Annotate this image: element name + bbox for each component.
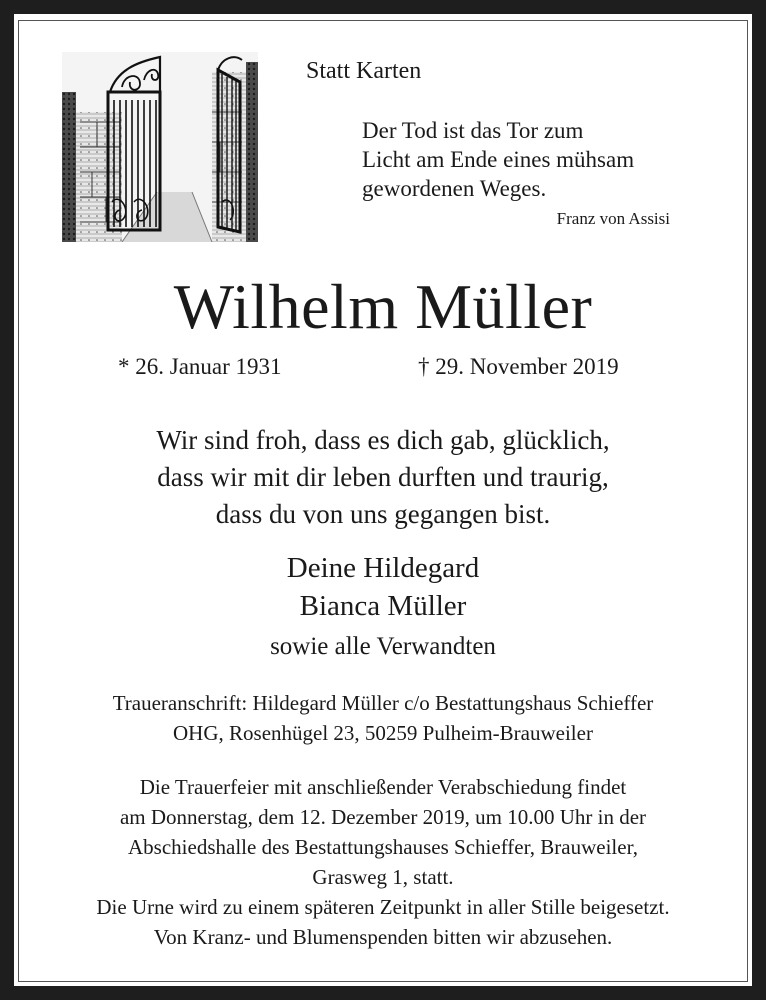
signature-hildegard: Deine Hildegard bbox=[286, 552, 480, 584]
info-line: Grasweg 1, statt. bbox=[312, 865, 454, 889]
quote-author: Franz von Assisi bbox=[556, 209, 670, 228]
address-line: OHG, Rosenhügel 23, 50259 Pulheim-Brauweiler bbox=[173, 721, 593, 745]
info-line: am Donnerstag, dem 12. Dezember 2019, um 10.00 Uhr in der bbox=[119, 805, 647, 829]
statt-karten-label: Statt Karten bbox=[306, 58, 422, 84]
deceased-name: Wilhelm Müller bbox=[173, 271, 593, 342]
death-date: † 29. November 2019 bbox=[418, 354, 619, 379]
birth-date: * 26. Januar 1931 bbox=[118, 354, 282, 379]
quote-block bbox=[362, 116, 634, 203]
signature-bianca: Bianca Müller bbox=[299, 590, 467, 622]
verse-line: Wir sind froh, dass es dich gab, glücklich, bbox=[156, 425, 610, 455]
quote-line: gewordenen Weges. bbox=[362, 176, 547, 201]
verse-line: dass du von uns gegangen bist. bbox=[215, 499, 551, 529]
verse-line: dass wir mit dir leben durften und traurig, bbox=[157, 462, 609, 492]
address-line: Traueranschrift: Hildegard Müller c/o Bestattungshaus Schieffer bbox=[112, 691, 654, 715]
funeral-info bbox=[0, 772, 766, 952]
quote-line: Licht am Ende eines mühsam bbox=[362, 147, 635, 172]
info-line: Die Urne wird zu einem späteren Zeitpunkt in aller Stille beigesetzt. bbox=[96, 895, 670, 919]
info-line: Von Kranz- und Blumenspenden bitten wir abzusehen. bbox=[153, 925, 613, 949]
quote-line: Der Tod ist das Tor zum bbox=[362, 118, 584, 143]
signature-relatives: sowie alle Verwandten bbox=[270, 633, 496, 660]
open-gate-illustration bbox=[62, 52, 258, 242]
info-line: Die Trauerfeier mit anschließender Verabschiedung findet bbox=[139, 775, 627, 799]
verse-block bbox=[0, 422, 766, 533]
mourning-address bbox=[0, 688, 766, 748]
info-line: Abschiedshalle des Bestattungshauses Schieffer, Brauweiler, bbox=[128, 835, 638, 859]
